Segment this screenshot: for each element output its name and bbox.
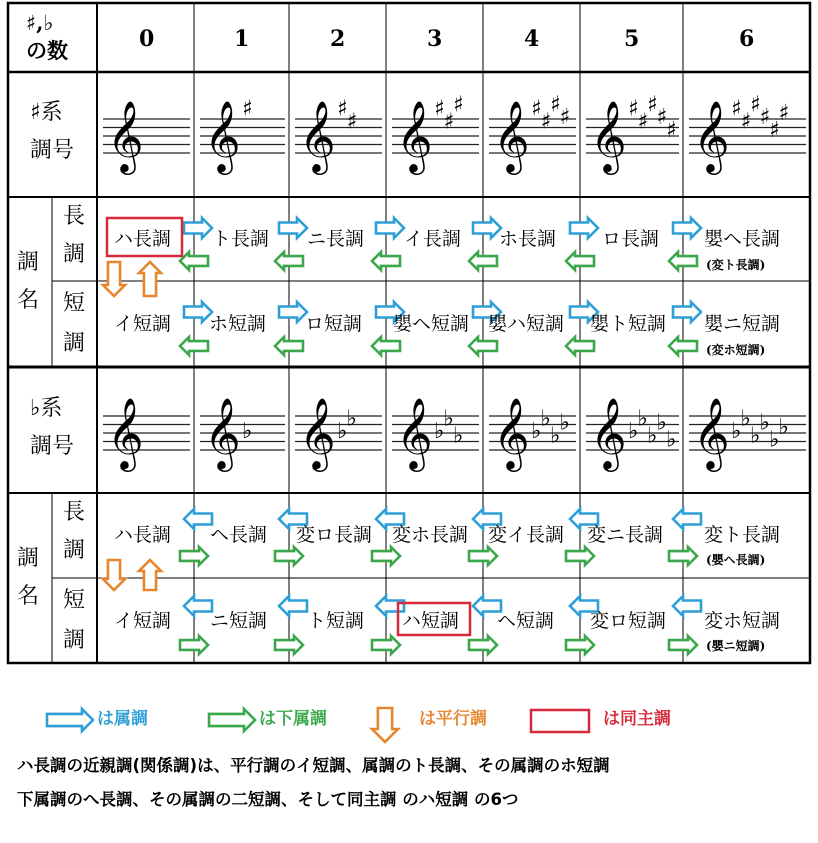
dominant-arrow-icon [184, 302, 212, 322]
flat-minor-5: 変ロ短調 [590, 610, 667, 632]
dominant-arrow-icon [279, 596, 307, 616]
treble-clef-icon: 𝄞 [493, 396, 530, 469]
corner-label-count: の数 [26, 38, 68, 63]
subdominant-arrow-icon [469, 636, 497, 654]
sharp-major-0: ハ長調 [114, 228, 172, 250]
flat-accidental-icon: ♭ [242, 419, 253, 444]
flat-minor-6-alt: (嬰ニ短調) [706, 639, 766, 653]
subdominant-arrow-icon [180, 252, 208, 270]
flat-names-label-1: 調 [17, 546, 40, 571]
sharp-accidental-icon: ♯ [628, 96, 639, 122]
flat-accidental-icon: ♭ [656, 410, 667, 436]
dominant-arrow-icon [184, 509, 212, 529]
sharp-signature-label-line1: ♯系 [30, 100, 63, 125]
sharp-major-6-alt: (変ト長調) [706, 258, 766, 272]
sharp-minor-6: 嬰ニ短調 [704, 313, 781, 335]
column-header-5: 5 [624, 26, 640, 52]
flat-accidental-icon: ♭ [559, 410, 570, 436]
relative-arrow-icon [103, 262, 125, 296]
sharp-accidental-icon: ♯ [434, 96, 445, 122]
sharp-minor-6-alt: (変ホ短調) [706, 343, 766, 357]
sharp-accidental-icon: ♯ [531, 96, 542, 122]
corner-label-accidentals: ♯,♭ [26, 10, 54, 35]
treble-clef-icon: 𝄞 [590, 99, 627, 172]
flat-accidental-icon: ♭ [540, 406, 551, 432]
sharp-major-label-2: 調 [63, 242, 86, 267]
flat-major-label-2: 調 [63, 538, 86, 563]
sharp-major-2: ニ長調 [307, 228, 365, 250]
column-header-0: 0 [139, 26, 155, 52]
sharp-accidental-icon: ♯ [242, 96, 253, 122]
treble-clef-icon: 𝄞 [204, 99, 241, 172]
sharp-major-3: イ長調 [404, 228, 462, 250]
column-header-2: 2 [330, 26, 346, 52]
subdominant-arrow-icon [469, 337, 497, 355]
flat-accidental-icon: ♭ [337, 419, 348, 444]
dominant-arrow-icon [673, 509, 701, 529]
dominant-arrow-icon [184, 596, 212, 616]
treble-clef-icon: 𝄞 [299, 396, 336, 469]
sharp-major-4: ホ長調 [499, 228, 557, 250]
sharp-signature-label-line2: 調号 [30, 138, 75, 163]
treble-clef-icon: 𝄞 [107, 99, 144, 172]
dominant-arrow-icon [376, 218, 404, 238]
legend-parallel-box-icon [531, 710, 589, 732]
flat-signature-label-line1: ♭系 [30, 396, 63, 421]
legend-dominant-label: は属調 [97, 709, 148, 729]
sharp-accidental-icon: ♯ [666, 117, 677, 143]
sharp-minor-2: ロ短調 [305, 313, 363, 335]
sharp-accidental-icon: ♯ [443, 109, 455, 135]
sharp-accidental-icon: ♯ [346, 109, 358, 135]
treble-clef-icon: 𝄞 [693, 99, 730, 172]
dominant-arrow-icon [673, 596, 701, 616]
subdominant-arrow-icon [372, 337, 400, 355]
sharp-minor-5: 嬰ト短調 [590, 313, 667, 335]
sharp-accidental-icon: ♯ [453, 92, 464, 118]
legend-subdominant-label: は下属調 [259, 709, 327, 729]
sharp-minor-label-1: 短 [63, 291, 86, 316]
summary-line-2: 下属調のへ長調、その属調の二短調、そして同主調 のハ短調 の6つ [17, 790, 519, 809]
legend-dominant-arrow-icon [47, 709, 93, 731]
subdominant-arrow-icon [669, 547, 697, 565]
flat-accidental-icon: ♭ [769, 427, 780, 453]
treble-clef-icon: 𝄞 [493, 99, 530, 172]
flat-minor-0: イ短調 [114, 610, 172, 632]
dominant-arrow-icon [184, 218, 212, 238]
sharp-accidental-icon: ♯ [550, 92, 561, 118]
flat-major-6-alt: (嬰ヘ長調) [706, 553, 766, 567]
subdominant-arrow-icon [372, 252, 400, 270]
flat-accidental-icon: ♭ [778, 414, 789, 440]
sharp-major-1: ト長調 [212, 228, 270, 250]
sharp-accidental-icon: ♯ [778, 100, 790, 126]
subdominant-arrow-icon [275, 337, 303, 355]
flat-minor-3: ハ短調 [402, 610, 460, 632]
sharp-accidental-icon: ♯ [656, 105, 668, 130]
legend-subdominant-arrow-icon [209, 709, 255, 731]
sharp-accidental-icon: ♯ [769, 117, 780, 143]
flat-major-4: 変イ長調 [488, 524, 565, 546]
subdominant-arrow-icon [180, 547, 208, 565]
flat-names-label-2: 名 [17, 584, 40, 609]
legend-relative-label: は平行調 [419, 709, 487, 729]
flat-accidental-icon: ♭ [750, 423, 761, 449]
flat-major-label-1: 長 [63, 500, 86, 525]
subdominant-arrow-icon [372, 636, 400, 654]
subdominant-arrow-icon [372, 547, 400, 565]
subdominant-arrow-icon [180, 337, 208, 355]
dominant-arrow-icon [376, 596, 404, 616]
flat-accidental-icon: ♭ [346, 406, 357, 432]
flat-accidental-icon: ♭ [637, 406, 648, 432]
sharp-major-label-1: 長 [63, 204, 86, 229]
subdominant-arrow-icon [566, 636, 594, 654]
flat-major-1: ヘ長調 [210, 524, 268, 546]
flat-accidental-icon: ♭ [453, 423, 464, 449]
sharp-accidental-icon: ♯ [540, 109, 552, 135]
flat-accidental-icon: ♭ [731, 419, 742, 444]
sharp-accidental-icon: ♯ [731, 96, 742, 122]
column-header-3: 3 [427, 26, 443, 52]
treble-clef-icon: 𝄞 [396, 396, 433, 469]
sharp-accidental-icon: ♯ [740, 109, 752, 135]
flat-signature-label-line2: 調号 [30, 434, 75, 459]
sharp-minor-0: イ短調 [114, 313, 172, 335]
flat-accidental-icon: ♭ [666, 427, 677, 453]
flat-accidental-icon: ♭ [443, 406, 454, 432]
subdominant-arrow-icon [180, 636, 208, 654]
column-header-1: 1 [234, 26, 250, 52]
relative-arrow-icon [103, 560, 125, 590]
sharp-accidental-icon: ♯ [559, 105, 571, 130]
sharp-major-6: 嬰ヘ長調 [704, 228, 781, 250]
flat-minor-label-2: 調 [63, 628, 86, 653]
subdominant-arrow-icon [275, 252, 303, 270]
subdominant-arrow-icon [275, 636, 303, 654]
flat-major-2: 変ロ長調 [296, 524, 373, 546]
subdominant-arrow-icon [566, 252, 594, 270]
dominant-arrow-icon [673, 218, 701, 238]
treble-clef-icon: 𝄞 [299, 99, 336, 172]
treble-clef-icon: 𝄞 [693, 396, 730, 469]
flat-accidental-icon: ♭ [531, 419, 542, 444]
flat-major-0: ハ長調 [114, 524, 172, 546]
sharp-accidental-icon: ♯ [647, 92, 658, 118]
relative-arrow-icon [139, 262, 161, 296]
subdominant-arrow-icon [275, 547, 303, 565]
subdominant-arrow-icon [669, 252, 697, 270]
sharp-minor-1: ホ短調 [209, 313, 267, 335]
flat-minor-1: ニ短調 [210, 610, 268, 632]
sharp-minor-4: 嬰ハ短調 [488, 313, 565, 335]
dominant-arrow-icon [473, 218, 501, 238]
sharp-major-5: ロ長調 [602, 228, 660, 250]
sharp-accidental-icon: ♯ [750, 92, 761, 118]
treble-clef-icon: 𝄞 [204, 396, 241, 469]
flat-accidental-icon: ♭ [550, 423, 561, 449]
flat-major-3: 変ホ長調 [392, 524, 469, 546]
sharp-names-label-2: 名 [17, 288, 40, 313]
dominant-arrow-icon [279, 302, 307, 322]
flat-accidental-icon: ♭ [628, 419, 639, 444]
subdominant-arrow-icon [566, 337, 594, 355]
subdominant-arrow-icon [669, 636, 697, 654]
flat-accidental-icon: ♭ [759, 410, 770, 436]
subdominant-arrow-icon [566, 547, 594, 565]
flat-major-6: 変ト長調 [704, 524, 781, 546]
treble-clef-icon: 𝄞 [107, 396, 144, 469]
subdominant-arrow-icon [469, 252, 497, 270]
dominant-arrow-icon [279, 218, 307, 238]
treble-clef-icon: 𝄞 [396, 99, 433, 172]
sharp-minor-3: 嬰ヘ短調 [393, 313, 470, 335]
treble-clef-icon: 𝄞 [590, 396, 627, 469]
sharp-minor-label-2: 調 [63, 331, 86, 356]
flat-accidental-icon: ♭ [647, 423, 658, 449]
sharp-accidental-icon: ♯ [759, 105, 771, 130]
flat-minor-label-1: 短 [63, 588, 86, 613]
sharp-accidental-icon: ♯ [337, 96, 348, 122]
flat-minor-4: ヘ短調 [497, 610, 555, 632]
flat-major-5: 変ニ長調 [587, 524, 664, 546]
column-header-4: 4 [524, 26, 540, 52]
subdominant-arrow-icon [669, 337, 697, 355]
flat-minor-6: 変ホ短調 [704, 610, 781, 632]
dominant-arrow-icon [570, 218, 598, 238]
sharp-accidental-icon: ♯ [637, 109, 649, 135]
dominant-arrow-icon [673, 302, 701, 322]
legend-parallel-label: は同主調 [603, 709, 671, 729]
flat-accidental-icon: ♭ [740, 406, 751, 432]
sharp-names-label-1: 調 [17, 250, 40, 275]
column-header-6: 6 [739, 26, 755, 52]
subdominant-arrow-icon [469, 547, 497, 565]
flat-minor-2: ト短調 [307, 610, 365, 632]
flat-accidental-icon: ♭ [434, 419, 445, 444]
summary-line-1: ハ長調の近親調(関係調)は、平行調のイ短調、属調のト長調、その属調のホ短調 [17, 756, 610, 775]
relative-arrow-icon [139, 560, 161, 590]
legend-relative-arrow-icon [372, 708, 398, 742]
